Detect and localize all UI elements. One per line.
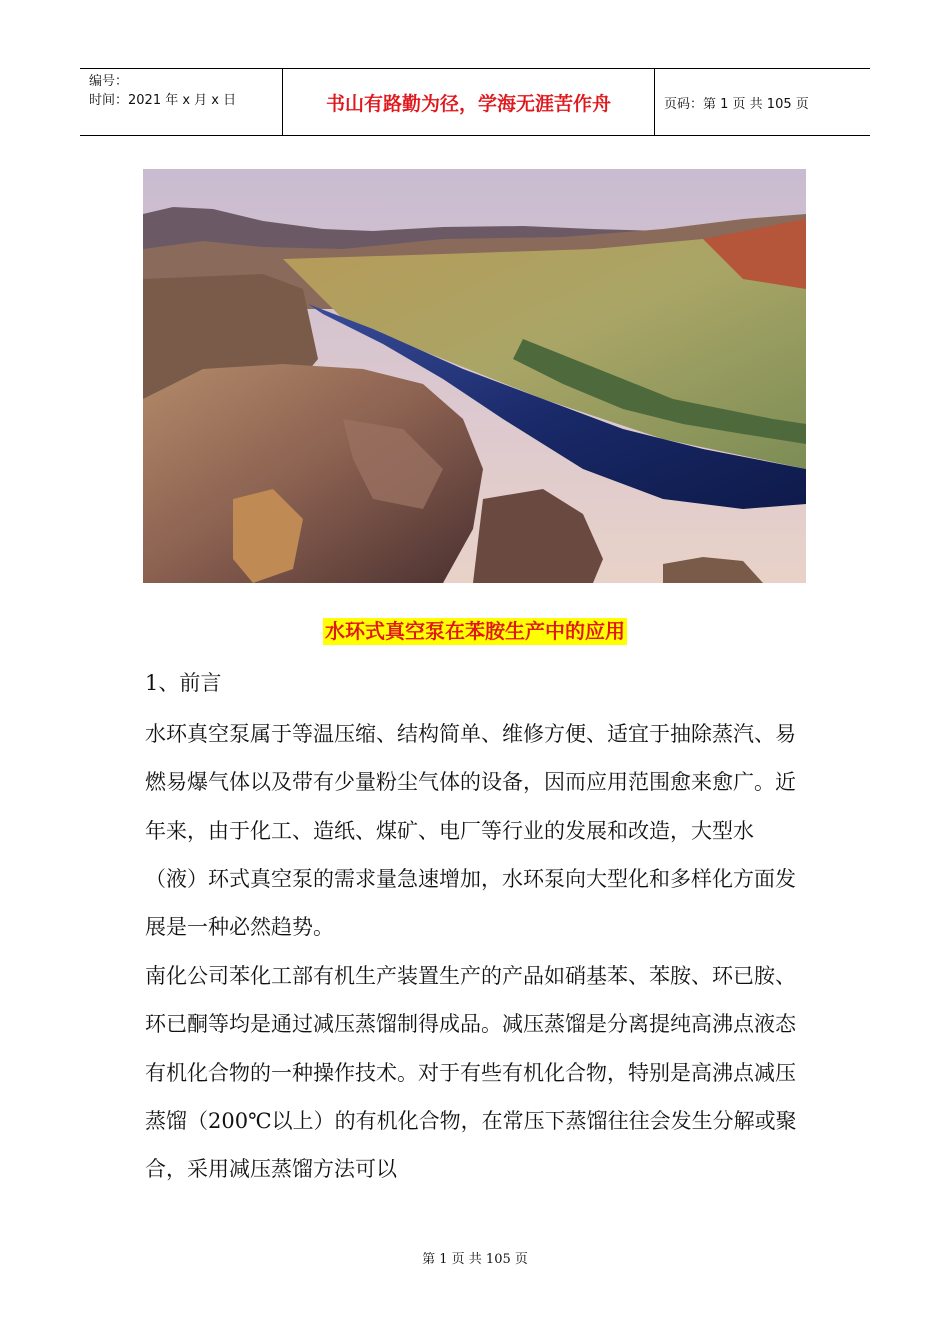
paragraph-1: 水环真空泵属于等温压缩、结构简单、维修方便、适宜于抽除蒸汽、易燃易爆气体以及带有少量粉尘气体的设备，因而应用范围愈来愈广。近年来，由于化工、造纸、煤矿、电厂等行业的发展和改造，大型水（液）环式真空泵的需求量急速增加，水环泵向大型化和多样化方面发展是一种必然趋势。	[145, 722, 796, 940]
section-heading: 1、前言	[145, 671, 222, 695]
number-label: 编号：	[89, 74, 129, 89]
header-page-info: 页码：第 1 页 共 105 页	[664, 96, 809, 112]
time-label: 时间：2021 年 x 月 x 日	[89, 93, 237, 108]
page-footer: 第 1 页 共 105 页	[422, 1252, 528, 1267]
header-motto: 书山有路勤为径，学海无涯苦作舟	[282, 69, 655, 135]
header-left-cell	[80, 69, 282, 135]
title-wrap	[0, 618, 950, 645]
landscape-photo	[143, 169, 806, 583]
document-title: 水环式真空泵在苯胺生产中的应用	[325, 619, 625, 643]
paragraph-2: 南化公司苯化工部有机生产装置生产的产品如硝基苯、苯胺、环已胺、环已酮等均是通过减压蒸馏制得成品。减压蒸馏是分离提纯高沸点液态有机化合物的一种操作技术。对于有些有机化合物，特别是高沸点减压蒸馏（200℃以上）的有机化合物，在常压下蒸馏往往会发生分解或聚合，采用减压蒸馏方法可以	[145, 964, 797, 1182]
header-table	[80, 68, 870, 136]
